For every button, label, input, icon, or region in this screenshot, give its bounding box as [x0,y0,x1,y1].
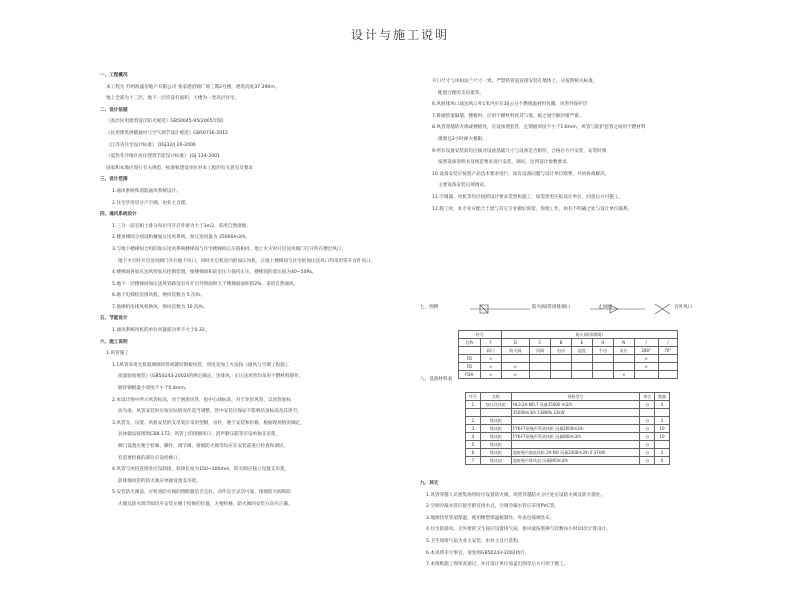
valve-cell [551,371,572,379]
equipment-header-cell: 名称 [480,393,511,401]
equipment-cell: 6 [466,449,481,457]
equipment-cell: FYK-FF低噪声管道风机 风量2600m3/h [511,425,639,433]
equipment-cell: 2 [466,417,481,425]
equipment-cell: 台 [640,449,655,457]
right-line: 主要设备安装后须调试。 [438,183,489,189]
valve-cell: × [613,371,634,379]
equipment-cell: 4 [466,433,481,441]
left-line: 镀锌钢板最小厚度不小于0.8mm。 [118,386,190,392]
others-section [420,478,720,571]
valve-cell [613,363,634,371]
left-line: 《高层民用建筑设计防火规范》GB50045-95(2005年版) [106,119,224,125]
others-line: 6.本说明未尽事宜，请参照GB50243-2002执行。 [426,550,530,556]
equipment-cell: 台 [640,425,655,433]
left-heading: 二、设计依据 [100,107,128,113]
others-heading: 九、其它 [420,481,439,486]
valve-col-code: / [658,339,677,347]
left-line: 2.住宅毕用房分户空调，由业主自理。 [112,200,190,206]
valve-cell [592,371,613,379]
valve-cell [530,355,551,363]
left-line: 国家和本地区现行有关规范、标准和建设单位对本工程的有关意见及要求 [106,165,254,171]
right-line: 9.所有设备安装前均应核对设备基础尺寸与设备是否相符，合格后方可安装，安装时须 [432,148,607,154]
equipment-cell: 台 [640,417,655,425]
valve-col-code: / [634,339,658,347]
left-heading: 四、通风系统设计 [100,212,137,218]
equipment-row [466,457,670,465]
equipment-row [466,441,670,449]
equipment-row [466,409,670,417]
equipment-cell: 35000m3/h 1380Pa 22kW [511,409,639,417]
left-line: 本工程为 苏州海盛房地产有限公司 张家港浴锦广场三期2号楼，建筑高度37.390m。 [106,84,280,90]
left-line: 3.风管支、吊架、风机安装的支吊架应采用型钢，吊杆，便于安装和检修，根据现场情况确定， [112,420,305,426]
valve-cell [459,347,481,355]
equipment-cell: 5 [466,441,481,449]
right-line: 10.设备安装应按照产品技术要求进行，如有设备问题与设计单位联系，共同协商解决， [432,171,610,177]
symbol-label-2: 止回阀 [598,305,612,310]
equipment-cell [511,417,639,425]
valve-cell: × [501,363,530,371]
right-line: 8.风管穿越防火墙或楼板处，应设预埋套管，且钢板厚度不小于1.6mm，风管与防护套管之间用不燃材料 [432,125,646,131]
valve-cell: FD [459,355,481,363]
equipment-cell: 排风机 [480,417,511,425]
valve-col-desc: 电动 [551,347,572,355]
equipment-table [465,392,670,465]
valve-col-desc: 温度 [571,347,592,355]
equipment-cell [640,409,655,417]
right-line: 填塞且2小时耐火极限。 [438,136,487,142]
left-heading: 六、施工说明 [100,339,128,345]
equipment-cell: 排风机 [480,441,511,449]
equipment-cell: 台 [640,433,655,441]
equipment-cell: 排风机 [480,433,511,441]
valve-header-cell: 名称 [459,339,481,347]
right-line: 6.风机排风口或送风口外1米内应有30公分不燃保温材料包覆，风管外保护层 [432,102,588,108]
valve-cell [658,371,677,379]
left-line: 3.与地下楼梯间合用的加压送风系统楼梯间与住宅楼梯间正压值相同，地上火灾时开启送风阀门打开所在楼层风口， [112,246,347,252]
equipment-header-row [466,393,670,401]
valve-col-code: D [501,339,530,347]
valve-cell: × [480,371,501,379]
valve-col-code: F [480,339,501,347]
left-line: 1.1风管采用无机玻璃钢风管或镀锌钢板风管，厚度及加工方法按《通风与空调工程施工 [112,362,290,368]
left-heading: 三、设计范围 [100,177,128,183]
left-line: 质量验收规范》(GB50243-2002)的规定确定，送排风、正压送风管均采用不燃材料制作， [118,374,304,380]
left-line: 有需要检修的部位应设检修口。 [118,455,183,461]
valve-cell [658,355,677,363]
right-line: 7.排烟管道隔墙，楼板时，应用不燃材料将其与墙、板之间空隙封堵严密。 [432,113,584,119]
equipment-cell: 7 [466,457,481,465]
left-line: 1.通风系统和消防通风系统设计。 [112,188,181,194]
others-line: 5.卫生间排气扇为业主安装，由业主自行选购。 [426,538,523,544]
valve-cell: FDH [459,371,481,379]
equipment-header-cell: 规格型号 [511,393,639,401]
page-title: 设计与施工说明 [350,28,449,42]
left-line: 2.楼顶梯间分别设机械加压送风系统，加压送风量为 35000m3/h。 [112,235,250,241]
valve-cell [551,363,572,371]
equipment-cell: 排风扇 [480,457,511,465]
left-line: 防排烟风管的防火阀应单独设置支吊架。 [118,478,201,484]
right-line: 按照设备说明书及规范要求进行安装、调试，达到设计参数要求。 [438,160,572,166]
equipment-cell [466,409,481,417]
left-line: 5.地下一层楼梯间加压送风管路设有可开启外窗面积大于楼梯间面积的2%，采用自然通风。 [112,281,299,287]
others-line: 4.住宅防排风、无外窗的卫生间应设置排气扇，排风量按照换气次数每小时10次计算设计。 [426,527,611,533]
valve-cell [592,363,613,371]
equipment-cell: 3 [466,425,481,433]
left-line: 6.地下电梯机房排风机，换风次数为 5 次/h。 [112,293,205,299]
equipment-header-cell: 序号 [466,393,481,401]
valve-row [459,371,678,379]
equipment-cell: 1 [466,401,481,409]
equipment-cell [655,409,670,417]
equipment-row [466,401,670,409]
valve-col-desc: 280° [634,347,658,355]
valve-cell [501,355,530,363]
equipment-cell: 10 [655,433,670,441]
equipment-cell: 超低噪声轴流风机 2A-NO 风量2400m3/h 0.37kW [511,449,639,457]
right-line: 11.空调器、风机等均应按照设计要求选型和施工，如需变更应报设计单位，同意后方可施工。 [432,194,624,200]
equipment-row [466,425,670,433]
valve-cell [592,355,613,363]
equipment-label: 八、设备材料表 [420,377,453,382]
symbols-legend [420,304,720,320]
equipment-row [466,449,670,457]
equipment-row [466,433,670,441]
others-line: 2.空调冷凝水管应接至附近排水点，空调冷凝水管应采用PVC管。 [426,504,559,510]
left-line: 1.通风系统风机的单位风量耗功率不大于0.32。 [112,328,210,334]
equipment-cell [480,409,511,417]
valve-col-code: E [571,339,592,347]
left-line: 《民用建筑供暖通风与空气调节设计规范》GB50736-2012 [106,130,228,136]
equipment-cell: 2 [655,449,670,457]
others-line: 7.本图纸施工图审查通过，并且设计单位加盖出图章后方可用于施工。 [426,562,569,568]
valve-cell [571,363,592,371]
equipment-cell: 10 [655,425,670,433]
valve-cell: × [480,363,501,371]
equipment-cell: 4 [655,401,670,409]
valve-col-desc: 防火阀 [501,347,530,355]
left-line: 《江苏省住宅设计标准》 DGJ32/J 26-2006 [106,142,196,148]
valve-col-code: N [613,339,634,347]
left-line: 7.地梯机房排风机换风，换风次数为 10 次/h。 [112,304,208,310]
valve-cell [658,363,677,371]
valve-col-desc: 阀门 [480,347,501,355]
equipment-cell: 6 [655,457,670,465]
right-line: 配置合理的支吊架等。 [438,90,484,96]
left-line: 2.本设计图中所示风管标高，对于圆形风管，指中心线标高，对于矩形风管，以风管底标 [112,397,291,403]
valve-cell [571,371,592,379]
valve-cell [634,371,658,379]
left-line: 4.楼梯间各加压送风管加压控制装置，使楼梯间和前室压力保持正压，楼梯间的余压值为40~50Pa。 [112,270,317,276]
left-line: 地上全部为十三层，地下一层均设有面积，大楼为一类高层住宅。 [106,96,240,102]
others-line: 3.地源热泵管道保温，使用橡塑保温板制作，外表包玻璃丝布。 [426,515,555,521]
valve-cell [530,371,551,379]
valve-col-desc: 手动 [592,347,613,355]
right-line: 12.施工时，本专业应配合土建与其它专业做好预留、预埋工作，如有不明确之处与设计单位联系。 [432,206,633,212]
equipment-cell: 台 [640,441,655,449]
right-line: 开口尺寸与风机法兰尺寸一致，严禁将管道直接安装在墙体上，应按照相关标准， [432,79,598,84]
valve-col-desc: 70° [658,347,677,355]
equipment-header-cell: 数量 [655,393,670,401]
equipment-cell: 台 [640,401,655,409]
left-line: 4.风管与风机连接处应设软接，软接长度为150~200mm，防火阀应独立设置支吊架， [112,467,290,473]
left-heading: 一、工程概况 [100,73,128,78]
valve-row [459,363,678,371]
right-column [420,76,720,215]
valve-cell: × [480,355,501,363]
symbols-label: 七、图例 [420,305,439,310]
left-line: 火阀及防火调节阀均应安装在便于检修的位置，方便检修，防火阀的安装方向应正确。 [118,501,293,507]
equipment-cell: 超低噪声排风扇 风量800m3/h [511,457,639,465]
valve-cell: × [634,363,658,371]
valve-cell [613,355,634,363]
left-line: 阀门设置应便于检修、操作，调节阀、排烟防火阀等均应在安装前进行检查和调试， [118,444,288,449]
valve-cell [551,355,572,363]
left-line: 《夏热冬冷地区居住建筑节能设计标准》 JGJ 134-2001 [106,154,220,160]
valve-col-code: B [551,339,572,347]
valve-cell: FD [459,363,481,371]
valve-col-desc: 风阀 [530,347,551,355]
valve-cell [571,355,592,363]
equipment-cell [511,441,639,449]
left-column [100,70,415,511]
equipment-cell: 排风机 [480,449,511,457]
valve-cell [530,363,551,371]
left-line: 5.安装防火阀前，应检查防火阀的熔断器是否完好，动作是否灵活可靠，排烟防火阀和防 [112,490,291,496]
valve-col-code: C [530,339,551,347]
left-line: 具体做法按图集CB8-172，风管上的排烟风口、消声静压箱等应设单独支吊架， [118,432,281,438]
valve-col-desc: 复位 [613,347,634,355]
equipment-cell: HL3-2A-NO.7 风量35000 m3/h [511,401,639,409]
equipment-cell [655,441,670,449]
symbol-label-3: 百叶风口 [674,305,693,310]
equipment-header-cell: 单位 [640,393,655,401]
valve-header-cell: 防火阀(排烟阀) [501,331,677,339]
valve-cell: × [501,371,530,379]
left-line: 1.三分一前室相土排分每层可开启外窗为大于3m2，采用自然排烟。 [112,223,251,229]
equipment-row [466,417,670,425]
left-line: 高为准，风管安装时应按实际情况作适当调整，管中安装应保证不影响吊顶标高及其净空。 [118,409,302,415]
valve-row [459,355,678,363]
left-line: 地下火灾时开启送风阀门开启地下风口，同时开启机房内的加压风机，在地上楼梯间与住宅的加压送风口均采用常开百叶风口。 [118,258,376,264]
symbol-label-1: 防火阀/常闭排烟口 [532,305,571,310]
valve-cell: × [634,355,658,363]
equipment-cell: 台 [640,457,655,465]
equipment-cell: 2 [655,417,670,425]
equipment-cell: 排风机 [480,425,511,433]
equipment-cell: FYK-FF低噪声管道风机 风量800m3/h [511,433,639,441]
left-line: 1.风管施工 [106,351,129,357]
valve-table [458,330,678,379]
equipment-cell: 加压送风机 [480,401,511,409]
left-heading: 五、节能设计 [100,316,128,322]
valve-col-code: H [592,339,613,347]
valve-header-cell: 符号 [459,331,502,339]
others-line: 1.风管穿越人员密集场所时应设置防火阀，风管穿越防火分区处应设防火阀及防火墙处。 [426,492,605,498]
